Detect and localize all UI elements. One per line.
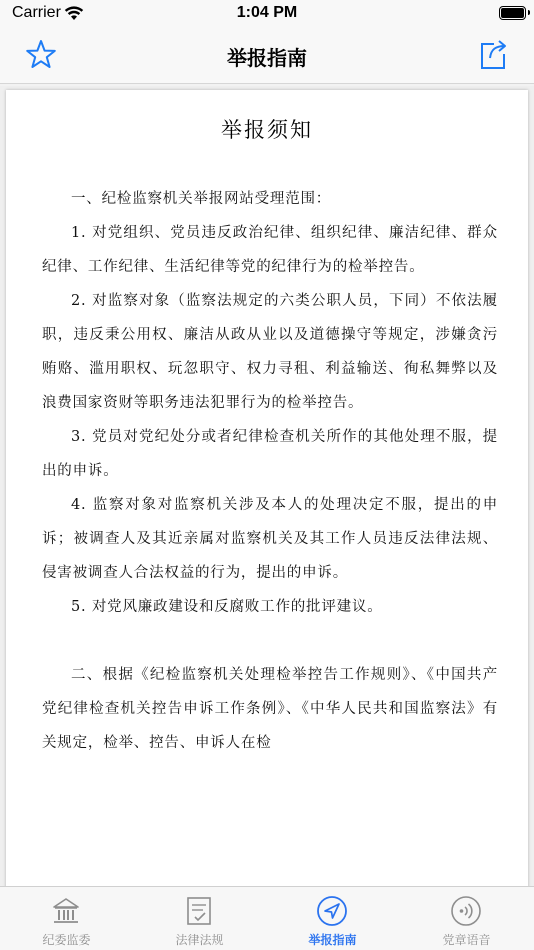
audio-icon — [450, 895, 482, 927]
navigation-bar — [0, 28, 534, 84]
paragraph: 一、纪检监察机关举报网站受理范围： — [71, 191, 332, 207]
tab-label: 党章语音 — [442, 933, 491, 947]
paragraph: 5. 对党风廉政建设和反腐败工作的批评建议。 — [71, 599, 383, 615]
content-scroll-area[interactable] — [0, 86, 534, 886]
notice-document — [6, 90, 528, 890]
navigation-arrow-icon — [316, 895, 348, 927]
paragraph: 1. 对党组织、党员违反政治纪律、组织纪律、廉洁纪律、群众纪律、工作纪律、生活纪律等党的纪律行为的检举控告。 — [42, 225, 498, 275]
document-check-icon — [183, 895, 215, 927]
tab-label: 纪委监委 — [42, 933, 91, 947]
tab-bar — [0, 886, 534, 950]
tab-report-guide[interactable] — [266, 893, 399, 949]
tab-laws[interactable] — [133, 893, 266, 949]
clock: 1:04 PM — [236, 4, 298, 21]
paragraph: 二、根据《纪检监察机关处理检举控告工作规则》、《中国共产党纪律检查机关控告申诉工作条例》、《中华人民共和国监察法》有关规定，检举、控告、申诉人在检 — [42, 667, 498, 751]
page-title: 举报指南 — [227, 46, 307, 70]
document-title: 举报须知 — [221, 118, 313, 142]
document-body — [42, 182, 498, 760]
share-icon[interactable] — [478, 38, 508, 70]
building-icon — [50, 895, 82, 927]
tab-party-audio[interactable] — [400, 893, 533, 949]
tab-jiwei-jianwei[interactable] — [0, 893, 133, 949]
paragraph: 3. 党员对党纪处分或者纪律检查机关所作的其他处理不服，提出的申诉。 — [42, 429, 498, 479]
tab-label: 举报指南 — [308, 933, 357, 947]
battery-icon — [499, 6, 526, 20]
status-bar — [0, 0, 534, 28]
tab-label: 法律法规 — [175, 933, 224, 947]
carrier-label: Carrier — [12, 4, 61, 21]
paragraph: 2. 对监察对象（监察法规定的六类公职人员，下同）不依法履职，违反秉公用权、廉洁从政从业以及道德操守等规定，涉嫌贪污贿赂、滥用职权、玩忽职守、权力寻租、利益输送、徇私舞弊以及浪费国家资财等职务违法犯罪行为的检举控告。 — [42, 293, 498, 411]
paragraph: 4. 监察对象对监察机关涉及本人的处理决定不服，提出的申诉；被调查人及其近亲属对监察机关及其工作人员违反法律法规、侵害被调查人合法权益的行为，提出的申诉。 — [42, 497, 498, 581]
